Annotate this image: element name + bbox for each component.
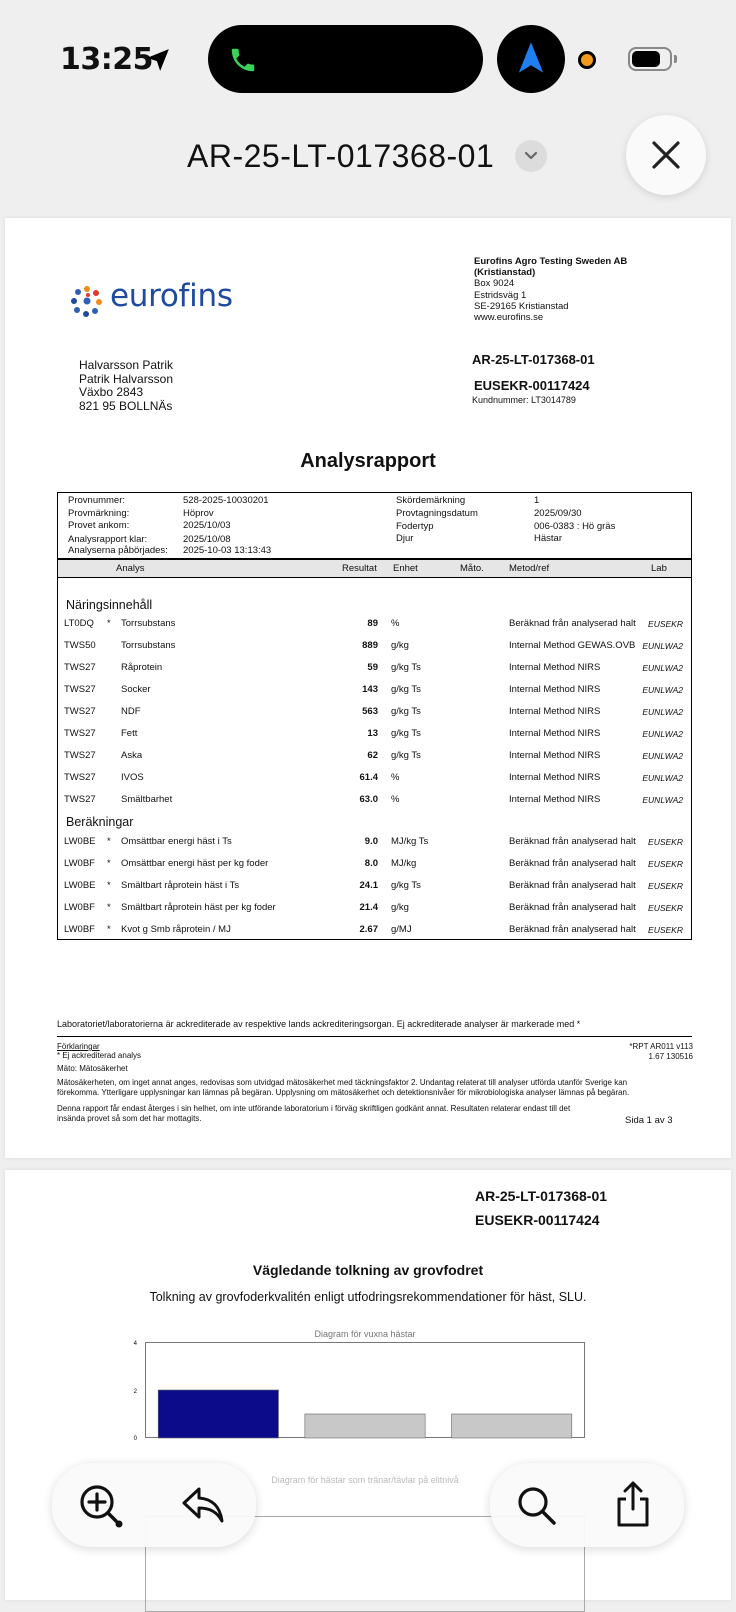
analysis-method: Beräknad från analyserad halt — [509, 902, 636, 913]
analysis-lab: EUSEKR — [648, 903, 683, 913]
analysis-result: 8.0 — [364, 858, 378, 869]
analysis-method: Internal Method NIRS — [509, 794, 601, 805]
analysis-code: LW0BE — [64, 880, 96, 891]
analysis-unit: g/kg Ts — [391, 728, 421, 739]
search-icon[interactable] — [516, 1485, 558, 1527]
lab-city: SE-29165 Kristianstad — [474, 300, 569, 312]
analysis-unit: g/kg Ts — [391, 706, 421, 717]
analysis-method: Internal Method NIRS — [509, 750, 601, 761]
accreditation-star: * — [107, 836, 111, 847]
analysis-result: 24.1 — [359, 880, 378, 891]
analysis-code: LW0BE — [64, 836, 96, 847]
status-bar — [0, 0, 736, 110]
interpretation-title: Vägledande tolkning av grovfodret — [252, 1262, 484, 1278]
table-row — [58, 684, 690, 698]
logo-text: eurofins — [110, 278, 233, 314]
table-row — [58, 728, 690, 742]
accreditation-star: * — [107, 880, 111, 891]
analysis-method: Internal Method GEWAS.OVB — [509, 640, 636, 651]
page-number: Sida 1 av 3 — [625, 1115, 673, 1126]
analysis-method: Beräknad från analyserad halt — [509, 618, 636, 629]
reproduction-note: insända provet så som det har mottagits. — [57, 1114, 202, 1123]
col-header-mato: Måto. — [460, 563, 484, 574]
analysis-unit: g/kg — [391, 902, 409, 913]
analysis-name: Råprotein — [121, 662, 163, 673]
y-tick-label: 0 — [133, 1436, 137, 1442]
analysis-lab: EUSEKR — [648, 837, 683, 847]
chevron-down-icon — [523, 149, 539, 163]
info-label: Provmärkning: — [68, 508, 130, 519]
info-value: 528-2025-10030201 — [183, 495, 269, 506]
col-header-analys: Analys — [116, 563, 145, 574]
table-row — [58, 924, 690, 938]
rpt-version — [585, 1042, 693, 1061]
analysis-name: Kvot g Smb råprotein / MJ — [121, 924, 231, 935]
section-title: Näringsinnehåll — [66, 598, 153, 612]
chart-title: Diagram för vuxna hästar — [314, 1329, 416, 1339]
col-header-metod: Metod/ref — [509, 563, 550, 574]
action-toolbar — [490, 1463, 684, 1547]
customer-line: 821 95 BOLLNÄs — [79, 398, 173, 413]
analysis-code: TWS27 — [64, 794, 96, 805]
not-accredited-note: * Ej ackrediterad analys — [57, 1051, 142, 1060]
customer-line: Patrik Halvarsson — [79, 371, 174, 386]
zoom-in-icon[interactable] — [76, 1481, 126, 1531]
analysis-name: Torrsubstans — [121, 618, 176, 629]
info-value: 2025/09/30 — [534, 508, 582, 519]
info-value: 2025-10-03 13:13:43 — [183, 545, 272, 556]
analysis-code: TWS50 — [64, 640, 96, 651]
explanations-heading: Förklaringar — [57, 1042, 100, 1051]
uncertainty-note: Mätosäkerheten, om inget annat anges, redovisas som utvidgad mätosäkerhet med täckningsfaktor 2. Undantag relaterat till analyser utförda utanför Sverige kan — [57, 1078, 628, 1087]
chart-bar — [158, 1390, 278, 1438]
results-table — [57, 578, 692, 940]
title-menu-button[interactable] — [515, 140, 547, 172]
customer-number: Kundnummer: LT3014789 — [472, 395, 576, 405]
lab-address — [474, 256, 627, 323]
customer-line: Växbo 2843 — [79, 385, 144, 399]
analysis-name: Smältbart råprotein häst i Ts — [121, 880, 240, 891]
navigation-activity[interactable] — [497, 25, 565, 93]
rpt-line: 1.67 130516 — [648, 1051, 693, 1061]
reproduction-note: Denna rapport får endast återges i sin helhet, om inte utförande laboratorium i förväg skriftligen godkänt annat. Resultaten relaterar endast till det — [57, 1104, 571, 1113]
bar-chart — [133, 1341, 585, 1442]
phone-call-icon — [228, 45, 258, 75]
info-label: Provet ankom: — [68, 520, 130, 531]
analysis-code: TWS27 — [64, 728, 96, 739]
location-arrow-icon — [145, 47, 171, 73]
status-time: 13:25 — [60, 42, 153, 77]
rpt-line: *RPT AR011 v113 — [629, 1042, 693, 1051]
analysis-result: 59 — [367, 662, 378, 673]
analysis-unit: g/kg Ts — [391, 880, 421, 891]
eurofins-logo-icon — [70, 284, 104, 318]
analysis-method: Internal Method NIRS — [509, 772, 601, 783]
chart-bar — [305, 1414, 425, 1438]
report-number: AR-25-LT-017368-01 — [472, 352, 595, 367]
lab-street: Estridsväg 1 — [474, 289, 527, 301]
chart-bar — [452, 1414, 572, 1438]
table-row — [58, 750, 690, 764]
info-value: Hästar — [534, 533, 562, 544]
customer-address — [79, 359, 173, 413]
results-table-header — [57, 559, 692, 578]
close-icon — [650, 139, 682, 171]
share-icon[interactable] — [614, 1479, 652, 1529]
analysis-unit: g/kg — [391, 640, 409, 651]
table-row — [58, 836, 690, 850]
info-label: Skördemärkning — [396, 495, 466, 506]
table-row — [58, 794, 690, 808]
accreditation-note: Laboratoriet/laboratorierna är ackrediterade av respektive lands ackrediteringsorgan. Ej ackrediterade analyser är markerade med * — [57, 1019, 581, 1029]
analysis-name: NDF — [121, 706, 141, 717]
report-title: Analysrapport — [300, 450, 436, 472]
battery-cap — [674, 55, 677, 63]
dynamic-island[interactable] — [208, 25, 483, 93]
analysis-lab: EUNLWA2 — [642, 663, 683, 673]
close-button[interactable] — [626, 115, 706, 195]
lab-website[interactable]: www.eurofins.se — [474, 312, 544, 324]
col-header-resultat: Resultat — [342, 563, 377, 574]
eusekr-number: EUSEKR-00117424 — [475, 1212, 600, 1228]
chart-plot-area — [133, 1341, 585, 1442]
analysis-method: Internal Method NIRS — [509, 706, 601, 717]
analysis-lab: EUNLWA2 — [642, 707, 683, 717]
analysis-lab: EUNLWA2 — [642, 685, 683, 695]
analysis-unit: % — [391, 618, 400, 629]
analysis-method: Internal Method NIRS — [509, 684, 601, 695]
analysis-code: LW0BF — [64, 858, 95, 869]
analysis-code: LW0BF — [64, 902, 95, 913]
info-value: 2025/10/03 — [183, 520, 231, 531]
document-title-bar — [0, 110, 736, 210]
analysis-method: Beräknad från analyserad halt — [509, 836, 636, 847]
analysis-code: TWS27 — [64, 706, 96, 717]
accreditation-star: * — [107, 902, 111, 913]
info-label: Analysrapport klar: — [68, 534, 148, 545]
info-value: 1 — [534, 495, 540, 506]
markup-toolbar — [52, 1463, 256, 1547]
analysis-lab: EUNLWA2 — [642, 751, 683, 761]
y-tick-label: 4 — [133, 1341, 137, 1347]
analysis-lab: EUSEKR — [648, 925, 683, 935]
info-value: 006-0383 : Hö gräs — [534, 521, 616, 532]
info-value: Höprov — [183, 508, 214, 519]
analysis-unit: MJ/kg — [391, 858, 417, 869]
report-number: AR-25-LT-017368-01 — [475, 1188, 608, 1204]
info-label: Analyserna påbörjades: — [68, 545, 168, 556]
analysis-code: TWS27 — [64, 662, 96, 673]
table-row — [58, 618, 690, 632]
document-title[interactable]: AR-25-LT-017368-01 — [187, 138, 495, 174]
accreditation-star: * — [107, 924, 111, 935]
analysis-method: Beräknad från analyserad halt — [509, 858, 636, 869]
analysis-lab: EUSEKR — [648, 859, 683, 869]
analysis-name: Smältbart råprotein häst per kg foder — [121, 902, 276, 913]
analysis-result: 9.0 — [364, 836, 378, 847]
analysis-method: Internal Method NIRS — [509, 728, 601, 739]
analysis-method: Beräknad från analyserad halt — [509, 924, 636, 935]
analysis-name: Smältbarhet — [121, 794, 173, 805]
sample-info-box — [57, 492, 692, 559]
section-title: Beräkningar — [66, 815, 134, 829]
table-row — [58, 706, 690, 720]
info-label: Fodertyp — [396, 521, 434, 532]
mato-note: Mäto: Mätosäkerhet — [57, 1064, 128, 1073]
battery-icon — [628, 47, 672, 71]
table-row — [58, 858, 690, 872]
reply-icon[interactable] — [180, 1483, 226, 1527]
info-label: Djur — [396, 533, 414, 544]
accreditation-star: * — [107, 858, 111, 869]
report-page-1[interactable] — [5, 218, 731, 1158]
analysis-name: Socker — [121, 684, 151, 695]
analysis-name: Omsättbar energi häst i Ts — [121, 836, 232, 847]
table-row — [58, 880, 690, 894]
analysis-method: Beräknad från analyserad halt — [509, 880, 636, 891]
analysis-result: 61.4 — [359, 772, 378, 783]
analysis-result: 143 — [362, 684, 378, 695]
table-row — [58, 902, 690, 916]
analysis-result: 13 — [367, 728, 378, 739]
analysis-code: TWS27 — [64, 772, 96, 783]
interpretation-subtitle: Tolkning av grovfoderkvalitén enligt utfodringsrekommendationer för häst, SLU. — [149, 1290, 587, 1304]
table-row — [58, 772, 690, 786]
analysis-unit: MJ/kg Ts — [391, 836, 429, 847]
analysis-result: 89 — [367, 618, 378, 629]
analysis-name: IVOS — [121, 772, 144, 783]
analysis-name: Aska — [121, 750, 143, 761]
analysis-name: Omsättbar energi häst per kg foder — [121, 858, 269, 869]
lab-box: Box 9024 — [474, 278, 515, 290]
table-row — [58, 662, 690, 676]
analysis-lab: EUNLWA2 — [642, 773, 683, 783]
analysis-unit: % — [391, 772, 400, 783]
analysis-result: 62 — [367, 750, 378, 761]
analysis-lab: EUNLWA2 — [642, 729, 683, 739]
privacy-indicator — [578, 51, 596, 69]
analysis-lab: EUNLWA2 — [642, 795, 683, 805]
col-header-lab: Lab — [651, 563, 667, 574]
eusekr-number: EUSEKR-00117424 — [474, 378, 590, 393]
table-row — [58, 640, 690, 654]
analysis-name: Torrsubstans — [121, 640, 176, 651]
analysis-code: LT0DQ — [64, 618, 94, 629]
info-label: Provnummer: — [68, 495, 126, 506]
info-value: 2025/10/08 — [183, 534, 231, 545]
analysis-result: 889 — [362, 640, 378, 651]
analysis-name: Fett — [121, 728, 138, 739]
lab-name: Eurofins Agro Testing Sweden AB — [474, 256, 628, 267]
analysis-result: 21.4 — [359, 902, 378, 913]
analysis-method: Internal Method NIRS — [509, 662, 601, 673]
analysis-unit: g/kg Ts — [391, 684, 421, 695]
analysis-lab: EUSEKR — [648, 881, 683, 891]
info-label: Provtagningsdatum — [396, 508, 478, 519]
analysis-unit: g/kg Ts — [391, 662, 421, 673]
uncertainty-note: förekomma. Ytterligare upplysningar kan lämnas på begäran. Upplysning om mätosäkerhet och detektionsnivåer för mikrobiologiska analyser lämnas på begäran. — [57, 1088, 630, 1097]
analysis-unit: g/MJ — [391, 924, 412, 935]
y-tick-label: 2 — [133, 1389, 137, 1395]
customer-line: Halvarsson Patrik — [79, 358, 174, 372]
footer-divider — [57, 1036, 692, 1037]
analysis-code: TWS27 — [64, 750, 96, 761]
analysis-lab: EUNLWA2 — [642, 641, 683, 651]
accreditation-star: * — [107, 618, 111, 629]
chart2-title: Diagram för hästar som tränar/tävlar på elitnivå — [271, 1475, 459, 1485]
analysis-result: 2.67 — [359, 924, 378, 935]
analysis-lab: EUSEKR — [648, 619, 683, 629]
navigation-arrow-icon — [516, 41, 546, 75]
analysis-result: 63.0 — [359, 794, 378, 805]
lab-location: (Kristianstad) — [474, 267, 536, 279]
analysis-unit: g/kg Ts — [391, 750, 421, 761]
analysis-code: LW0BF — [64, 924, 95, 935]
analysis-unit: % — [391, 794, 400, 805]
analysis-code: TWS27 — [64, 684, 96, 695]
analysis-result: 563 — [362, 706, 378, 717]
col-header-enhet: Enhet — [393, 563, 418, 574]
